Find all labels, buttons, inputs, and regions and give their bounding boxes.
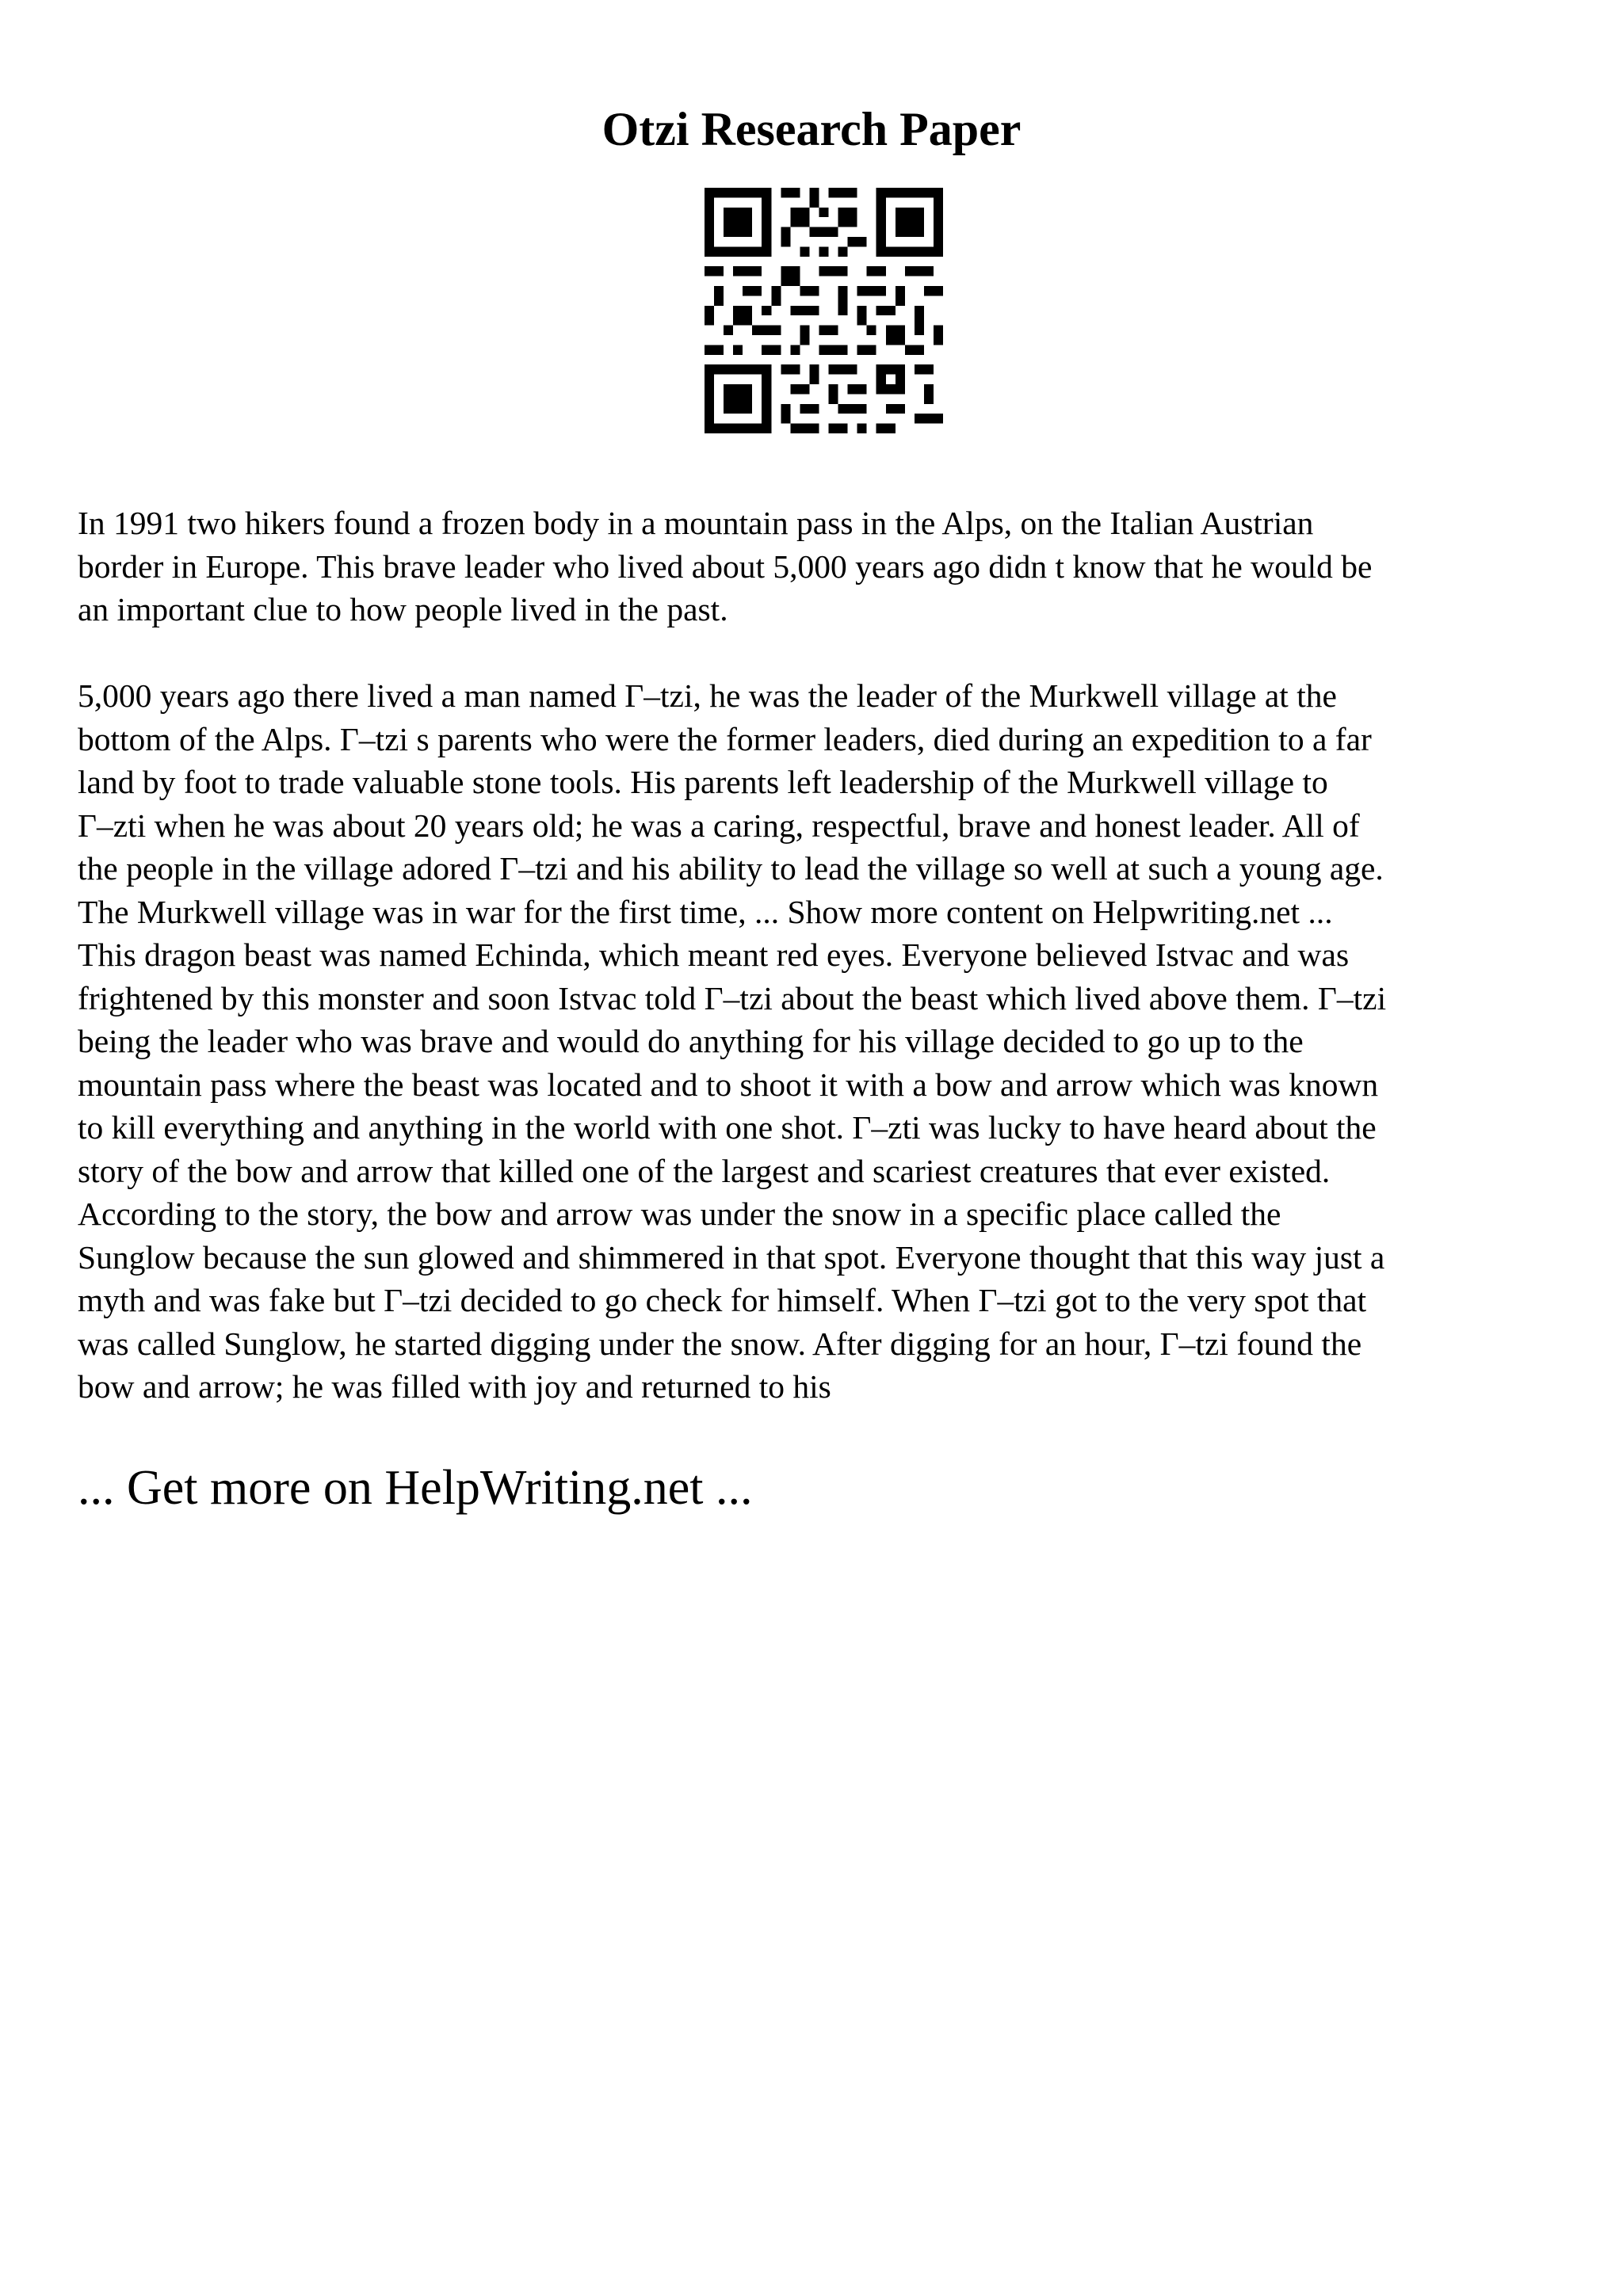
text-line: to kill everything and anything in the world with one shot. Γ–zti was lucky to have heard about the bbox=[78, 1109, 1377, 1146]
qr-code-icon[interactable] bbox=[705, 188, 943, 433]
text-line: being the leader who was brave and would do anything for his village decided to go up to the bbox=[78, 1023, 1304, 1059]
text-line: bow and arrow; he was filled with joy and returned to his bbox=[78, 1368, 831, 1405]
text-line: the people in the village adored Γ–tzi and his ability to lead the village so well at such a young age. bbox=[78, 850, 1384, 887]
get-more-link[interactable]: ... Get more on HelpWriting.net ... bbox=[78, 1461, 753, 1515]
text-line: was called Sunglow, he started digging under the snow. After digging for an hour, Γ–tzi found the bbox=[78, 1325, 1362, 1362]
text-line: story of the bow and arrow that killed one of the largest and scariest creatures that ever existed. bbox=[78, 1152, 1331, 1189]
text-line: Γ–zti when he was about 20 years old; he was a caring, respectful, brave and honest leader. All of bbox=[78, 807, 1360, 844]
paragraph-1 bbox=[78, 502, 1560, 631]
text-line: frightened by this monster and soon Istvac told Γ–tzi about the beast which lived above them. Γ–tzi bbox=[78, 979, 1387, 1016]
text-line: land by foot to trade valuable stone tools. His parents left leadership of the Murkwell village to bbox=[78, 764, 1328, 800]
text-line: The Murkwell village was in war for the first time, ... Show more content on Helpwriting.net ... bbox=[78, 893, 1333, 930]
text-line: border in Europe. This brave leader who lived about 5,000 years ago didn t know that he would be bbox=[78, 547, 1373, 585]
text-line: myth and was fake but Γ–tzi decided to go check for himself. When Γ–tzi got to the very spot that bbox=[78, 1282, 1367, 1318]
text-line: This dragon beast was named Echinda, which meant red eyes. Everyone believed Istvac and was bbox=[78, 936, 1350, 973]
text-line: bottom of the Alps. Γ–tzi s parents who were the former leaders, died during an expedition to a far bbox=[78, 720, 1372, 757]
text-line: In 1991 two hikers found a frozen body in a mountain pass in the Alps, on the Italian Austrian bbox=[78, 505, 1314, 541]
text-line: According to the story, the bow and arrow was under the snow in a specific place called the bbox=[78, 1196, 1281, 1232]
text-line: 5,000 years ago there lived a man named Γ–tzi, he was the leader of the Murkwell village at the bbox=[78, 677, 1337, 714]
text-line: Sunglow because the sun glowed and shimmered in that spot. Everyone thought that this way just a bbox=[78, 1238, 1385, 1276]
text-line: mountain pass where the beast was located and to shoot it with a bow and arrow which was known bbox=[78, 1066, 1379, 1103]
paragraph-2 bbox=[78, 674, 1560, 1409]
text-line: an important clue to how people lived in the past. bbox=[78, 591, 728, 627]
document-title: Otzi Research Paper bbox=[601, 103, 1022, 155]
